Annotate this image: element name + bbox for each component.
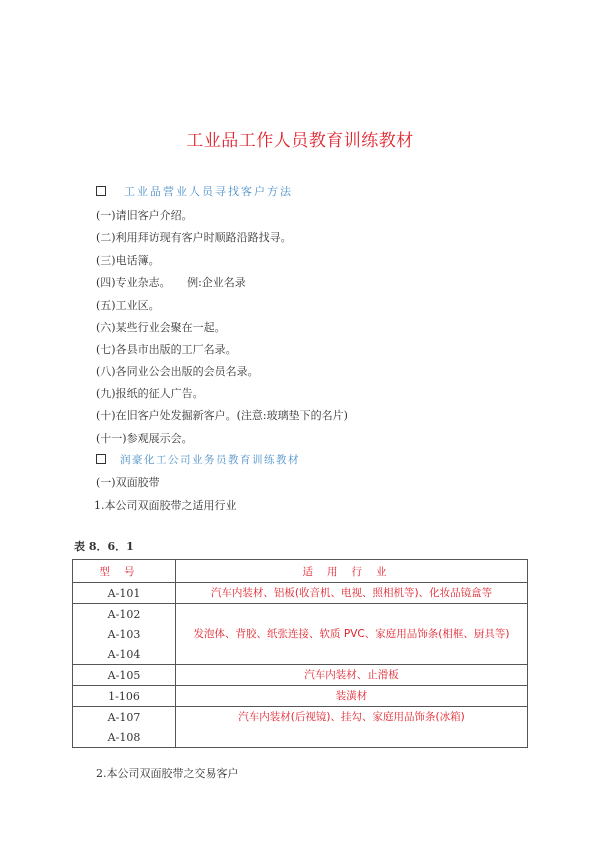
model-cell: A-102	[107, 608, 141, 621]
list-item: (二)利用拜访现有客户时顺路沿路找寻。	[96, 231, 292, 244]
point-heading: 2.本公司双面胶带之交易客户	[96, 767, 239, 780]
table-row	[73, 583, 528, 604]
model-cell: A-104	[107, 648, 141, 661]
model-cell: A-107	[107, 711, 141, 724]
section-heading-text: 润豪化工公司业务员教育训练教材	[120, 454, 300, 466]
list-item: (五)工业区。	[96, 299, 160, 312]
table-caption: 表 8．6．1	[74, 540, 134, 553]
table-row	[73, 686, 528, 707]
usage-cell: 发泡体、背胶、纸张连接、软质 PVC、家庭用品饰条(相框、厨具等)	[193, 628, 510, 640]
section-heading-training	[96, 452, 300, 467]
checkbox-bullet-icon	[96, 186, 106, 196]
list-item: (九)报纸的征人广告。	[96, 387, 204, 400]
usage-table	[72, 559, 528, 748]
list-item: (四)专业杂志。 例:企业名录	[96, 276, 246, 289]
header-model: 型号	[73, 560, 176, 583]
subheading: (一)双面胶带	[96, 476, 160, 489]
section-heading-customer-methods	[96, 183, 293, 199]
model-cell: A-105	[107, 669, 141, 682]
table-header-row	[73, 560, 528, 583]
list-item: (十)在旧客户处发掘新客户。(注意:玻璃垫下的名片)	[96, 409, 348, 422]
usage-cell: 汽车内装材、止滑板	[304, 669, 399, 681]
list-item: (七)各县市出版的工厂名录。	[96, 343, 237, 356]
section-heading-text: 工业品营业人员寻找客户方法	[124, 185, 293, 198]
table-row	[73, 604, 528, 665]
point-heading: 1.本公司双面胶带之适用行业	[94, 499, 237, 512]
model-cell: A-108	[107, 731, 141, 744]
header-usage: 适用行业	[176, 560, 528, 583]
usage-cell: 汽车内装材(后视镜)、挂勾、家庭用品饰条(冰箱)	[238, 711, 465, 723]
list-item: (八)各同业公会出版的会员名录。	[96, 365, 259, 378]
checkbox-bullet-icon	[96, 454, 106, 464]
usage-cell: 汽车内装材、铝板(收音机、电视、照相机等)、化妆品镜盒等	[210, 587, 493, 599]
usage-cell: 装潢材	[335, 690, 368, 702]
model-cell: A-101	[107, 587, 141, 600]
table-row	[73, 665, 528, 686]
list-item: (六)某些行业会聚在一起。	[96, 321, 226, 334]
table-row	[73, 707, 528, 748]
list-item: (三)电话簿。	[96, 254, 160, 267]
document-title: 工业品工作人员教育训练教材	[186, 131, 414, 151]
model-cell: 1-106	[108, 690, 140, 703]
model-cell: A-103	[107, 628, 141, 641]
list-item: (一)请旧客户介绍。	[96, 209, 193, 222]
list-item: (十一)参观展示会。	[96, 432, 193, 445]
